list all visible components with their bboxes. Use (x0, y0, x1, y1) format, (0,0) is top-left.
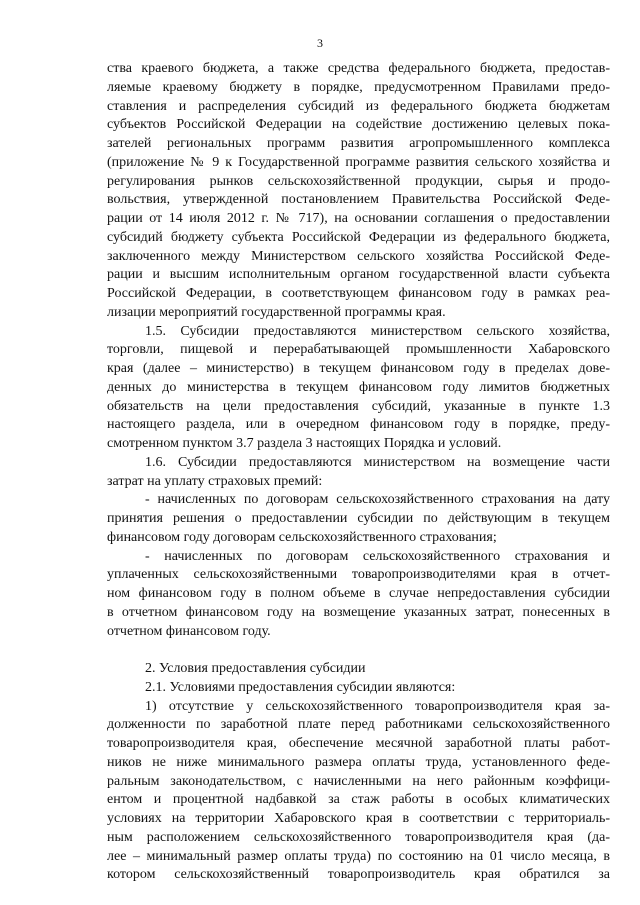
text-line: (приложение № 9 к Государственной программе развития сельского хозяйства и (107, 154, 610, 170)
text-line: 1) отсутствие у сельскохозяйственного товаропроизводителя края за- (145, 698, 610, 714)
text-line: котором сельскохозяйственный товаропроизводитель края обратился за (107, 867, 610, 883)
text-line: края (далее – министерство) в текущем финансовом году в пределах дове- (107, 361, 610, 376)
text-line: ном финансовом году в полном объеме в случае непредоставления субсидии (107, 586, 610, 601)
text-line: отчетном финансовом году. (107, 623, 271, 639)
text-line: принятия решения о предоставлении субсидии по действующим в текущем (107, 511, 610, 526)
text-line: 1.6. Субсидии предоставляются министерством на возмещение части (145, 454, 610, 470)
text-line: настоящего раздела, или в очередном финансовом году в порядке, преду- (107, 417, 610, 433)
text-line: условиях на территории Хабаровского края в соответствии с территориаль- (107, 811, 610, 826)
text-line: обязательств на цели предоставления субсидий, указанные в пункте 1.3 (107, 398, 610, 414)
text-line: вольствия, утвержденной постановлением Правительства Российской Феде- (107, 192, 610, 208)
text-line: - начисленных по договорам сельскохозяйственного страхования на дату (145, 492, 610, 508)
text-line: в отчетном финансовом году на возмещение указанных затрат, понесенных в (107, 604, 610, 620)
text-line: лизации мероприятий государственной программы края. (107, 304, 446, 320)
document-body (107, 60, 610, 885)
text-line: - начисленных по договорам сельскохозяйственного страхования и (145, 548, 610, 564)
text-line: субсидий бюджету субъекта Российской Федерации из федерального бюджета, (107, 229, 610, 245)
text-line: ным расположением сельскохозяйственного товаропроизводителя края (да- (107, 829, 610, 845)
text-line: 2.1. Условиями предоставления субсидии являются: (145, 679, 456, 695)
text-line: смотренном пунктом 3.7 раздела 3 настоящих Порядка и условий. (107, 436, 502, 451)
text-line: зателей региональных программ развития агропромышленного комплекса (107, 136, 610, 151)
text-line: рации от 14 июля 2012 г. № 717), на основании соглашения о предоставлении (107, 211, 610, 226)
text-line: финансовом году договорам сельскохозяйственного страхования; (107, 529, 497, 545)
text-line: лее – минимальный размер оплаты труда) по состоянию на 01 число месяца, в (107, 848, 610, 864)
text-line: затрат на уплату страховых премий: (107, 473, 323, 489)
text-line: Российской Федерации, в соответствующем финансовом году в рамках реа- (107, 286, 610, 301)
text-line: регулирования рынков сельскохозяйственной продукции, сырья и продо- (107, 173, 610, 189)
text-line: денных до министерства в текущем финансовом году лимитов бюджетных (107, 379, 610, 395)
text-line: долженности по заработной плате перед работниками сельскохозяйственного (107, 717, 610, 733)
text-line: ральным законодательством, с начисленными на него районным коэффици- (107, 773, 610, 789)
section-heading: 2. Условия предоставления субсидии (145, 661, 366, 676)
text-line: рации и высшим исполнительным органом государственной власти субъекта (107, 267, 610, 283)
text-line: уплаченных сельскохозяйственными товаропроизводителями края в отчет- (107, 567, 610, 583)
text-line: 1.5. Субсидии предоставляются министерством сельского хозяйства, (145, 323, 610, 339)
text-line: ства краевого бюджета, а также средства федерального бюджета, предостав- (107, 61, 610, 76)
text-line: ентом и процентной надбавкой за стаж работы в особых климатических (107, 792, 610, 808)
text-line: субъектов Российской Федерации на содействие достижению целевых пока- (107, 117, 610, 133)
text-line: товаропроизводителя края, обеспечение месячной заработной платы работ- (107, 736, 610, 751)
text-line: торговли, пищевой и перерабатывающей промышленности Хабаровского (107, 342, 610, 358)
page-number: 3 (317, 36, 323, 50)
text-line: ляемые краевому бюджету в порядке, предусмотренном Правилами предо- (107, 79, 610, 95)
text-line: ставления и распределения субсидий из федерального бюджета бюджетам (107, 98, 610, 114)
text-line: заключенного между Министерством сельского хозяйства Российской Феде- (107, 248, 610, 264)
text-line: ников не ниже минимального размера оплаты труда, установленного феде- (107, 754, 610, 770)
